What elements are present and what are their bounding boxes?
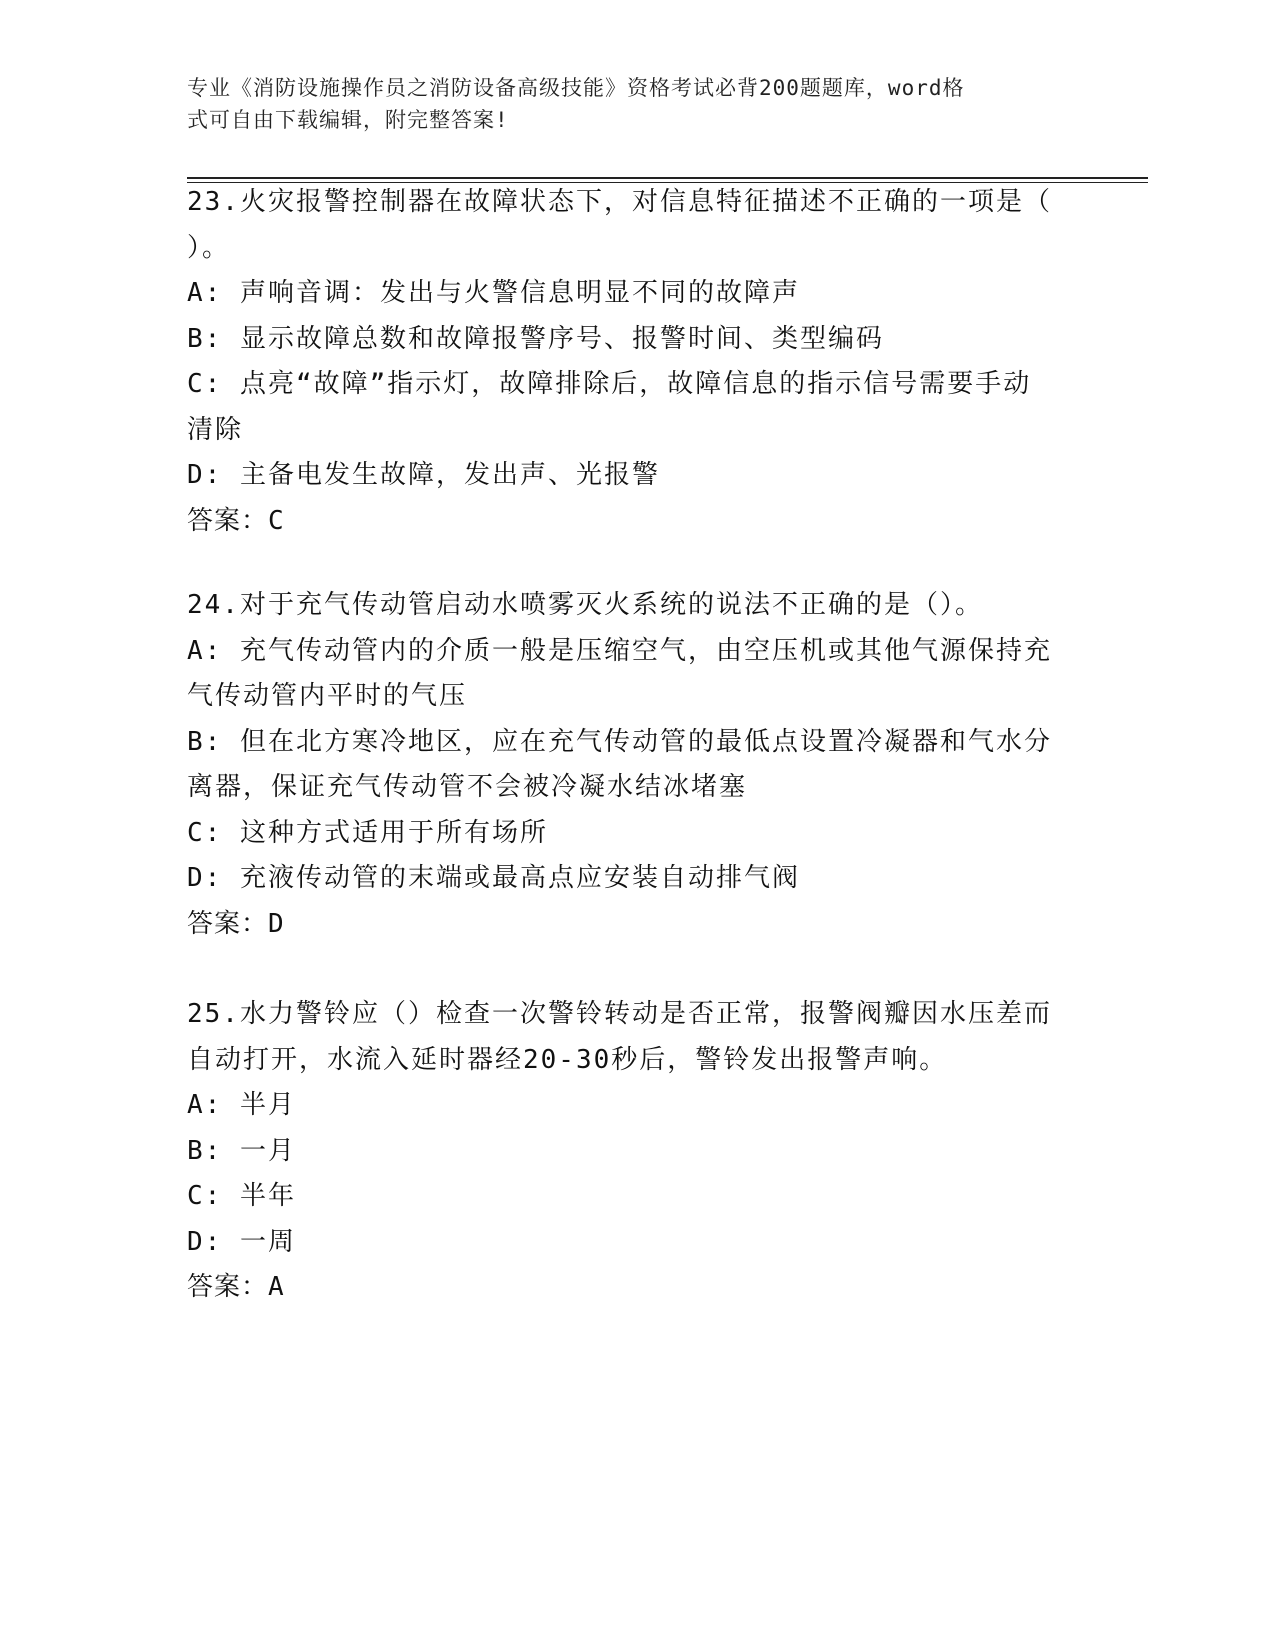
answer-value: D — [268, 908, 285, 939]
option-c: C: 点亮“故障”指示灯，故障排除后，故障信息的指示信号需要手动 — [187, 369, 1032, 399]
answer — [187, 1265, 1087, 1311]
answer — [187, 499, 1087, 545]
option-c: C: 半年 — [187, 1181, 296, 1211]
question-stem: 24.对于充气传动管启动水喷雾灭火系统的说法不正确的是（）。 — [187, 590, 983, 620]
option-d: D: 一周 — [187, 1226, 296, 1257]
question-stem: 23.火灾报警控制器在故障状态下，对信息特征描述不正确的一项是（ — [187, 187, 1052, 217]
option-c: 清除 — [187, 414, 244, 445]
option-b: B: 一月 — [187, 1135, 296, 1166]
question-stem: 25.水力警铃应（）检查一次警铃转动是否正常，报警阀瓣因水压差而 — [187, 999, 1052, 1029]
option-b: B: 但在北方寒冷地区，应在充气传动管的最低点设置冷凝器和气水分 — [187, 726, 1052, 757]
answer-label: 答案： — [187, 505, 269, 536]
question-25 — [187, 992, 1087, 1311]
option-a: A: 声响音调：发出与火警信息明显不同的故障声 — [187, 278, 800, 308]
option-b: 离器，保证充气传动管不会被冷凝水结冰堵塞 — [187, 772, 748, 802]
option-a: A: 充气传动管内的介质一般是压缩空气，由空压机或其他气源保持充 — [187, 635, 1052, 666]
header-rule-thick — [187, 177, 1148, 179]
answer — [187, 902, 1087, 948]
question-stem: ）。 — [187, 232, 231, 263]
header-line: 专业《消防设施操作员之消防设备高级技能》资格考试必背200题题库，word格 — [187, 76, 965, 100]
question-24 — [187, 583, 1087, 947]
option-d: D: 主备电发生故障，发出声、光报警 — [187, 460, 660, 490]
option-d: D: 充液传动管的末端或最高点应安装自动排气阀 — [187, 863, 800, 893]
option-a: 气传动管内平时的气压 — [187, 681, 468, 711]
document-header — [187, 72, 1067, 136]
answer-label: 答案： — [187, 908, 269, 939]
question-stem: 自动打开，水流入延时器经20-30秒后，警铃发出报警声响。 — [187, 1044, 948, 1075]
option-c: C: 这种方式适用于所有场所 — [187, 817, 548, 848]
question-23 — [187, 180, 1087, 544]
header-line: 式可自由下载编辑，附完整答案! — [187, 108, 509, 132]
answer-value: A — [268, 1272, 285, 1302]
option-b: B: 显示故障总数和故障报警序号、报警时间、类型编码 — [187, 323, 884, 354]
answer-value: C — [268, 505, 285, 536]
answer-label: 答案： — [187, 1272, 269, 1302]
option-a: A: 半月 — [187, 1090, 296, 1120]
